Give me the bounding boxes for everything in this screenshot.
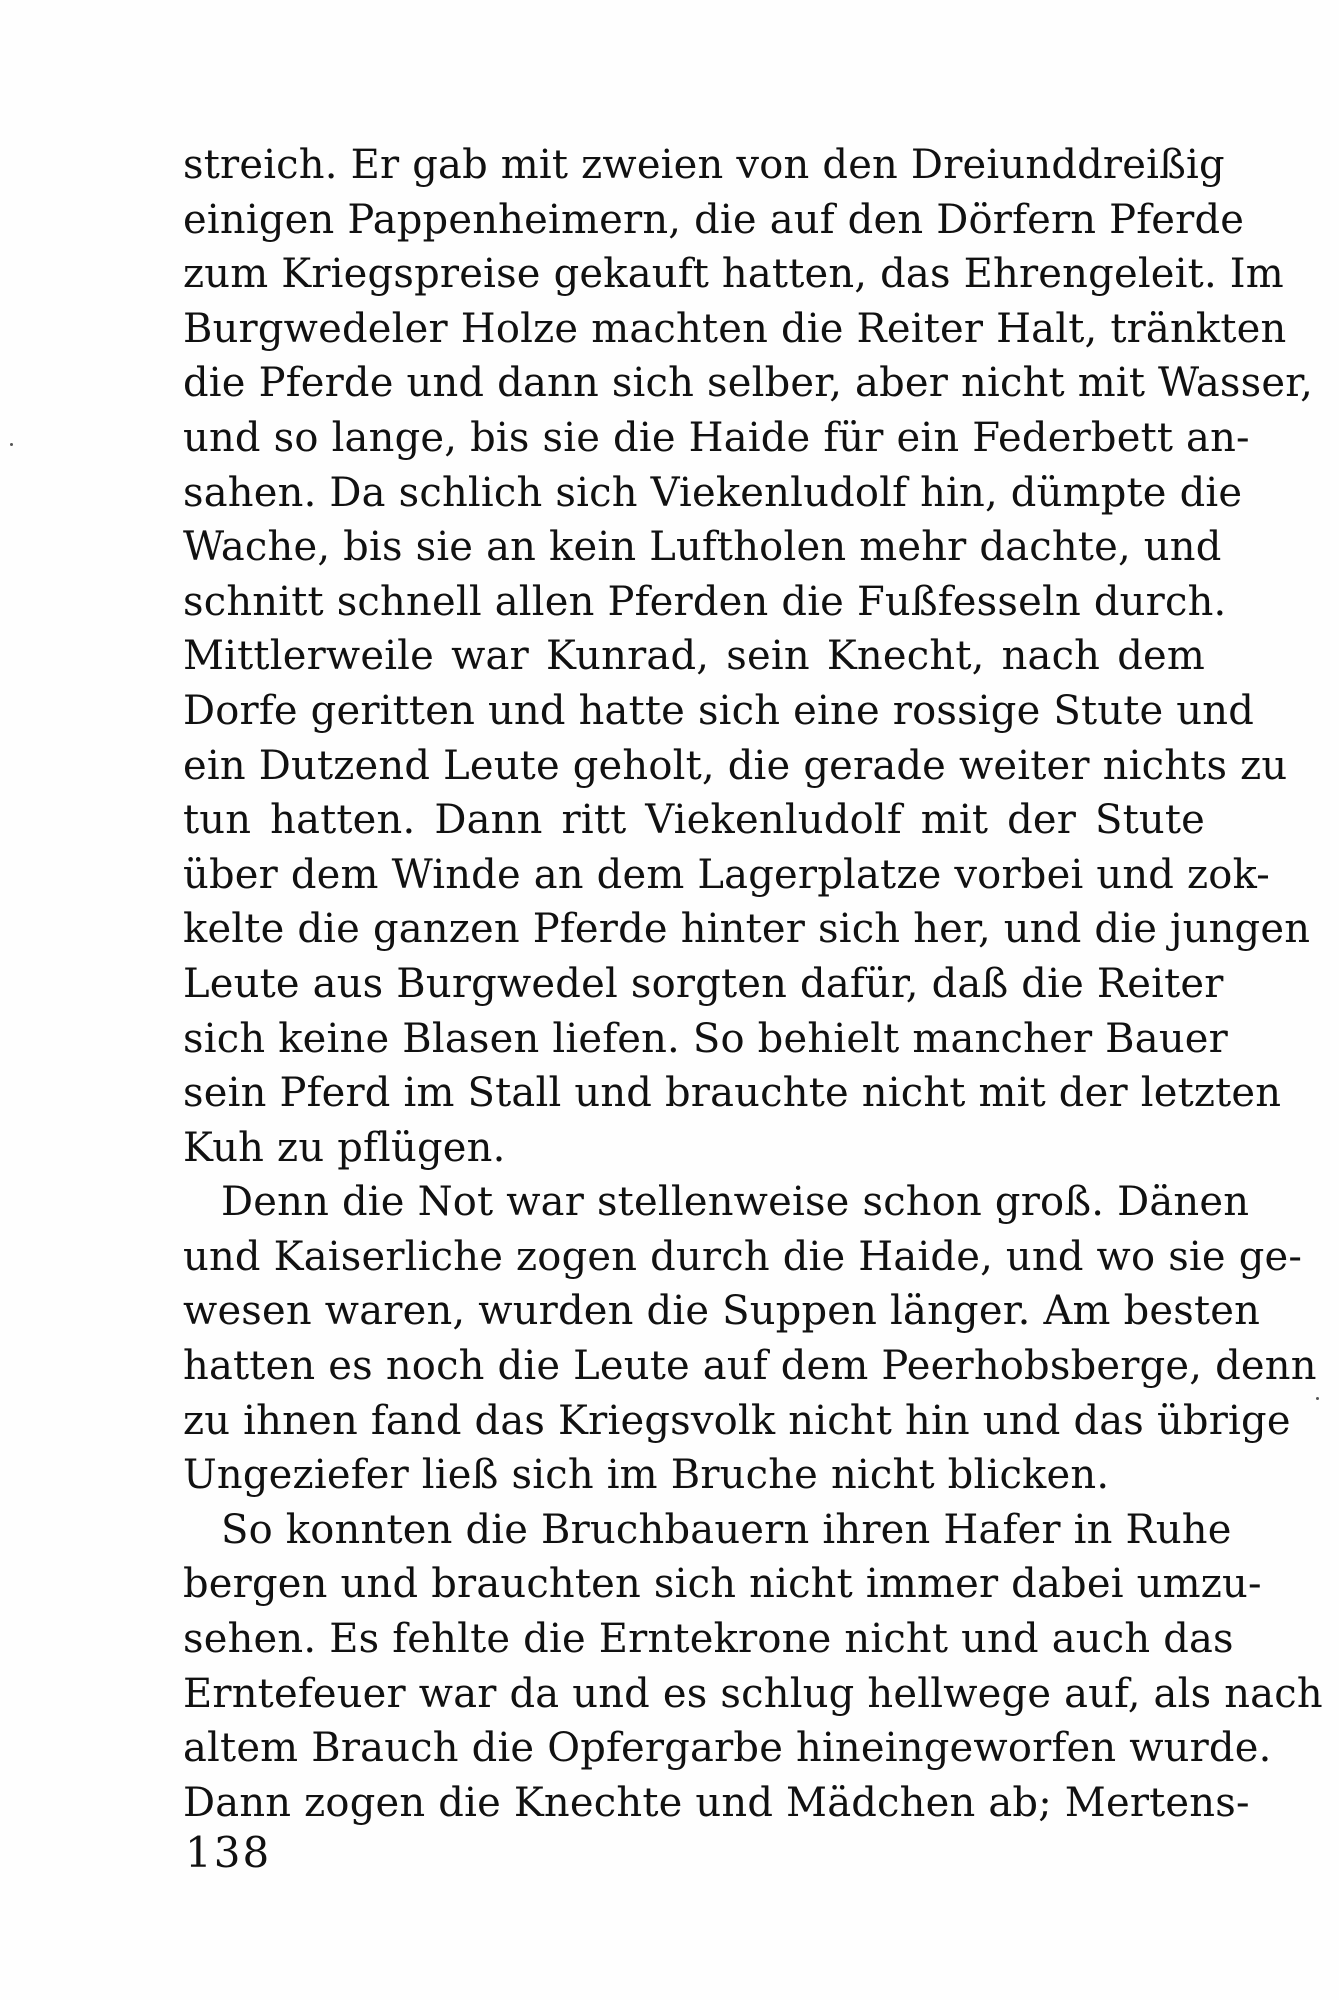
text-line: wesen waren, wurden die Suppen länger. Am besten <box>183 1288 1261 1335</box>
text-line: Erntefeuer war da und es schlug hellwege auf, als nach <box>183 1670 1323 1717</box>
text-line: bergen und brauchten sich nicht immer dabei umzu- <box>183 1561 1262 1608</box>
text-line: Kuh zu pflügen. <box>183 1124 506 1171</box>
text-line: hatten es noch die Leute auf dem Peerhobsberge, denn <box>183 1343 1317 1390</box>
text-line: Dorfe geritten und hatte sich eine rossige Stute und <box>183 687 1255 734</box>
text-line: tun hatten. Dann ritt Viekenludolf mit der Stute <box>183 797 1205 844</box>
text-line: Mittlerweile war Kunrad, sein Knecht, nach dem <box>183 633 1205 680</box>
text-line: und so lange, bis sie die Haide für ein Federbett an- <box>183 414 1250 461</box>
text-line: die Pferde und dann sich selber, aber nicht mit Wasser, <box>183 360 1314 407</box>
text-line: Burgwedeler Holze machten die Reiter Halt, tränkten <box>183 305 1287 352</box>
text-line: zu ihnen fand das Kriegsvolk nicht hin und das übrige <box>183 1397 1291 1444</box>
paper-speck <box>10 443 13 446</box>
text-line: und Kaiserliche zogen durch die Haide, und wo sie ge- <box>183 1233 1303 1280</box>
text-line: ein Dutzend Leute geholt, die gerade weiter nichts zu <box>183 742 1288 789</box>
text-line: sahen. Da schlich sich Viekenludolf hin, dümpte die <box>183 469 1243 516</box>
text-line: Denn die Not war stellenweise schon groß. Dänen <box>221 1179 1250 1226</box>
text-line: über dem Winde an dem Lagerplatze vorbei und zok- <box>183 851 1271 898</box>
text-line: zum Kriegspreise gekauft hatten, das Ehrengeleit. Im <box>183 251 1284 298</box>
text-line: sein Pferd im Stall und brauchte nicht mit der letzten <box>183 1070 1282 1117</box>
text-line: Wache, bis sie an kein Luftholen mehr dachte, und <box>183 524 1222 571</box>
text-line: sich keine Blasen liefen. So behielt mancher Bauer <box>183 1015 1228 1062</box>
text-line: schnitt schnell allen Pferden die Fußfesseln durch. <box>183 578 1227 625</box>
text-line: altem Brauch die Opfergarbe hineingeworfen wurde. <box>183 1725 1272 1772</box>
text-line: So konnten die Bruchbauern ihren Hafer in Ruhe <box>221 1506 1232 1553</box>
paper-speck <box>1316 1397 1319 1400</box>
text-line: Dann zogen die Knechte und Mädchen ab; Mertens- <box>183 1779 1250 1826</box>
page-number: 138 <box>185 1828 272 1877</box>
text-line: sehen. Es fehlte die Erntekrone nicht und auch das <box>183 1616 1234 1663</box>
text-line: streich. Er gab mit zweien von den Dreiunddreißig <box>183 142 1225 188</box>
body-text <box>183 138 1323 1830</box>
text-line: kelte die ganzen Pferde hinter sich her, und die jungen <box>183 906 1311 953</box>
text-line: einigen Pappenheimern, die auf den Dörfern Pferde <box>183 196 1245 243</box>
text-line: Leute aus Burgwedel sorgten dafür, daß die Reiter <box>183 960 1224 1007</box>
text-line: Ungeziefer ließ sich im Bruche nicht blicken. <box>183 1452 1110 1499</box>
